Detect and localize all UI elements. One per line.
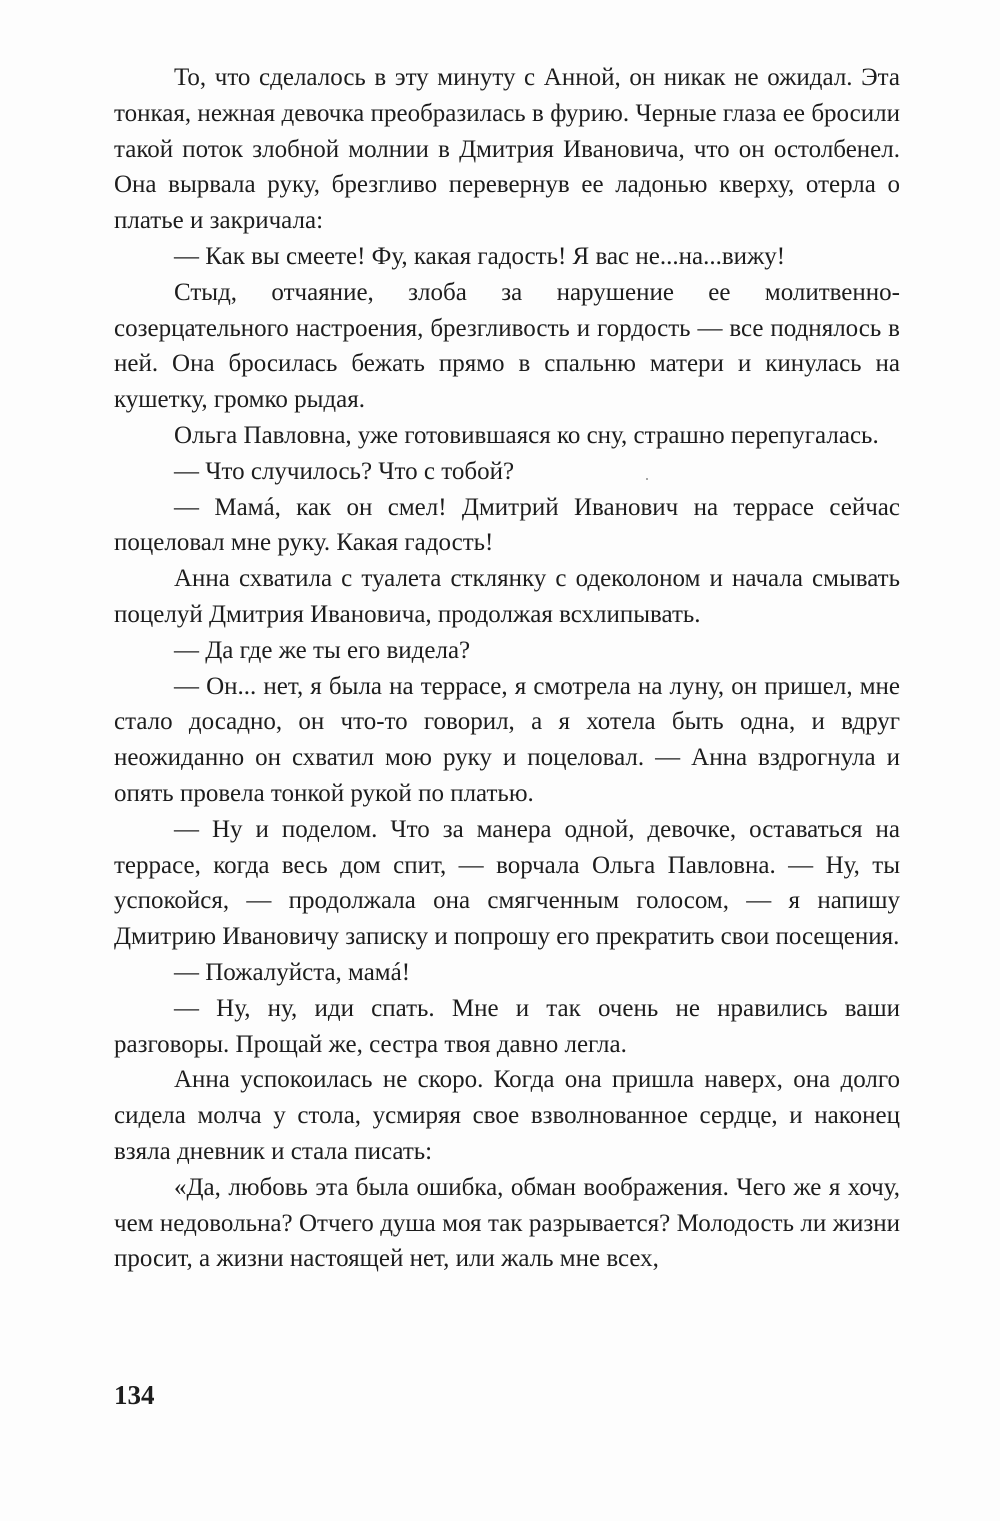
paragraph-5: — Что случилось? Что с тобой? (174, 457, 515, 485)
paragraph-13: Анна успокоилась не скоро. Когда она пришла наверх, она долго сидела молча у стола, усмиряя свое взволнованное сердце, и наконец взяла дневник и стала писать: (114, 1066, 900, 1165)
paragraph-3: Стыд, отчаяние, злоба за нарушение ее молитвенно-созерцательного настроения, брезгливость и гордость — все поднялось в ней. Она бросилась бежать прямо в спальню матери и кинулась на кушетку, громко рыдая. (114, 278, 900, 414)
paragraph-8: — Да где же ты его видела? (174, 636, 471, 664)
paragraph-10: — Ну и поделом. Что за манера одной, девочке, оставаться на террасе, когда весь дом спит, — ворчала Ольга Павловна. — Ну, ты успокойся, — продолжала она смягченным голосом, — я напишу Дмитрию Ивановичу записку и попрошу его прекратить свои посещения. (114, 815, 900, 951)
paragraph-6: — Мамá, как он смел! Дмитрий Иванович на террасе сейчас поцеловал мне руку. Какая гадость! (114, 493, 900, 557)
paragraph-7: Анна схватила с туалета стклянку с одеколоном и начала смывать поцелуй Дмитрия Ивановича, продолжая всхлипывать. (114, 565, 900, 628)
paragraph-4: Ольга Павловна, уже готовившаяся ко сну, страшно перепугалась. (174, 421, 879, 449)
body-text (114, 60, 900, 1277)
paragraph-12: — Ну, ну, иди спать. Мне и так очень не нравились ваши разговоры. Прощай же, сестра твоя давно легла. (114, 994, 900, 1058)
paper-speck (646, 478, 648, 480)
paragraph-9: — Он... нет, я была на террасе, я смотрела на луну, он пришел, мне стало досадно, он что-то говорил, а я хотела быть одна, и вдруг неожиданно он схватил мою руку и поцеловал. — Анна вздрогнула и опять провела тонкой рукой по платью. (114, 672, 900, 807)
page-number: 134 (114, 1380, 155, 1410)
paragraph-2: — Как вы смеете! Фу, какая гадость! Я вас не...на...вижу! (174, 242, 786, 270)
paragraph-14: «Да, любовь эта была ошибка, обман воображения. Чего же я хочу, чем недовольна? Отчего душа моя так разрывается? Молодость ли жизни просит, а жизни настоящей нет, или жаль мне всех, (114, 1173, 900, 1273)
paragraph-1: То, что сделалось в эту минуту с Анной, он никак не ожидал. Эта тонкая, нежная девочка преобразилась в фурию. Черные глаза ее бросили такой поток злобной молнии в Дмитрия Ивановича, что он остолбенел. Она вырвала руку, брезгливо перевернув ее ладонью кверху, отерла о платье и закричала: (114, 64, 900, 235)
paragraph-11: — Пожалуйста, мамá! (174, 958, 411, 986)
